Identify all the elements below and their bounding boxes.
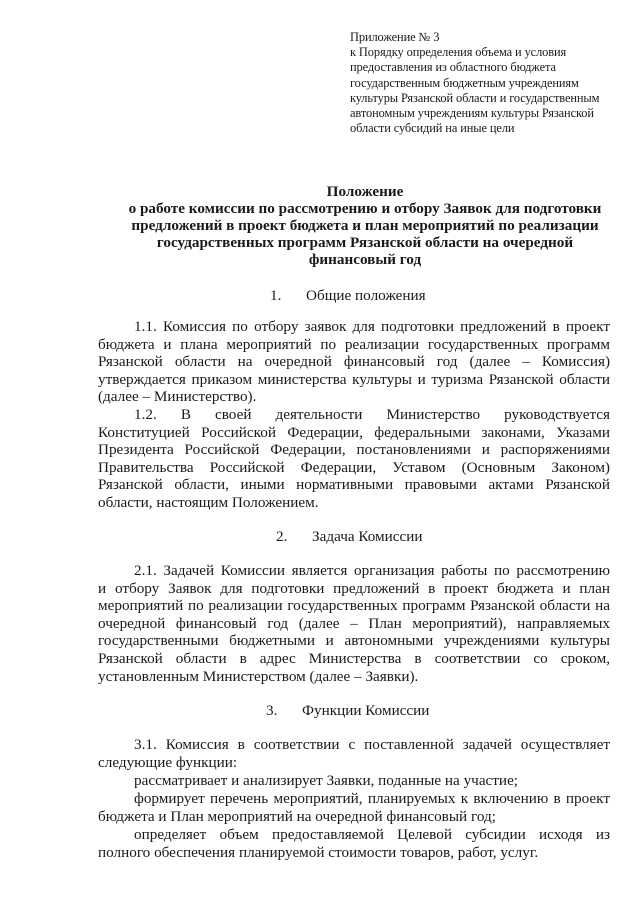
paragraph-line: полного обеспечения планируемой стоимости товаров, работ, услуг. — [98, 843, 539, 861]
section-heading-1 — [270, 287, 426, 305]
paragraph-line: 3.1. Комиссия в соответствии с поставленной задачей осуществляет — [134, 736, 610, 753]
function-item-2 — [98, 790, 610, 825]
paragraph-line: формирует перечень мероприятий, планируемых к включению в проект — [134, 790, 610, 807]
section-heading-3 — [266, 702, 429, 720]
paragraph-line: утверждается приказом министерства культуры и туризма Рязанской области — [98, 370, 610, 388]
title-line: о работе комиссии по рассмотрению и отбору Заявок для подготовки — [128, 200, 602, 217]
appendix-line: государственным бюджетным учреждениям — [350, 75, 579, 90]
paragraph-line: установленным Министерством (далее – Заявки). — [98, 667, 419, 685]
section-number: 1. — [270, 287, 282, 304]
title-line: предложений в проект бюджета и план мероприятий по реализации — [131, 217, 599, 234]
paragraph-1-1 — [98, 318, 610, 406]
paragraph-line: определяет объем предоставляемой Целевой субсидии исходя из — [134, 826, 610, 843]
paragraph-line: области, настоящим Положением. — [98, 493, 319, 511]
paragraph-line: Правительства Российской Федерации, Уставом (Основным Законом) — [98, 458, 610, 476]
paragraph-line: Рязанской области на очередной финансовый год (далее – Комиссия) — [98, 353, 610, 371]
paragraph-line: рассматривает и анализирует Заявки, поданные на участие; — [134, 772, 519, 789]
paragraph-3-1 — [98, 736, 610, 771]
section-number: 2. — [276, 528, 288, 545]
appendix-header — [350, 30, 620, 136]
section-heading-2 — [276, 528, 423, 546]
appendix-line: предоставления из областного бюджета — [350, 60, 556, 75]
function-item-3 — [98, 826, 610, 861]
paragraph-line: Конституцией Российской Федерации, федеральными законами, Указами — [98, 423, 610, 441]
paragraph-line: очередной финансовый год (далее – План мероприятий), направляемых — [98, 614, 610, 632]
appendix-line: к Порядку определения объема и условия — [350, 45, 567, 60]
appendix-line: области субсидий на иные цели — [350, 121, 515, 136]
paragraph-1-2 — [98, 406, 610, 512]
paragraph-line: государственными бюджетными и автономными учреждениями культуры — [98, 632, 610, 650]
title-line: государственных программ Рязанской области на очередной — [156, 234, 574, 251]
appendix-line: автономным учреждениям культуры Рязанской — [350, 106, 594, 121]
paragraph-line: 1.2. В своей деятельности Министерство руководствуется — [134, 406, 610, 423]
appendix-line: Приложение № 3 — [350, 30, 440, 44]
paragraph-line: следующие функции: — [98, 753, 238, 771]
title-line: финансовый год — [308, 251, 422, 268]
paragraph-line: 2.1. Задачей Комиссии является организация работы по рассмотрению — [134, 562, 610, 579]
function-item-1 — [98, 772, 610, 790]
paragraph-line: 1.1. Комиссия по отбору заявок для подготовки предложений в проект — [134, 318, 610, 335]
section-title: Функции Комиссии — [302, 702, 430, 719]
appendix-line: культуры Рязанской области и государственным — [350, 90, 600, 105]
paragraph-line: (далее – Министерство). — [98, 388, 257, 406]
paragraph-line: и отбору Заявок для подготовки предложений в проект бюджета и план — [98, 579, 610, 597]
paragraph-line: Рязанской области в адрес Министерства в соответствии со сроком, — [98, 649, 610, 667]
paragraph-line: Рязанской области, иными нормативными правовыми актами Рязанской — [98, 476, 610, 494]
paragraph-line: бюджета и плана мероприятий по реализации государственных программ — [98, 335, 610, 353]
title-line: Положение — [326, 183, 404, 200]
section-number: 3. — [266, 702, 278, 719]
section-title: Общие положения — [306, 287, 426, 304]
paragraph-2-1 — [98, 562, 610, 685]
paragraph-line: Президента Российской Федерации, постановлениями и распоряжениями — [98, 441, 610, 459]
paragraph-line: бюджета и План мероприятий на очередной финансовый год; — [98, 807, 496, 825]
paragraph-line: мероприятий по реализации государственных программ Рязанской области на — [98, 597, 610, 615]
section-title: Задача Комиссии — [312, 528, 423, 545]
document-title — [90, 183, 640, 268]
